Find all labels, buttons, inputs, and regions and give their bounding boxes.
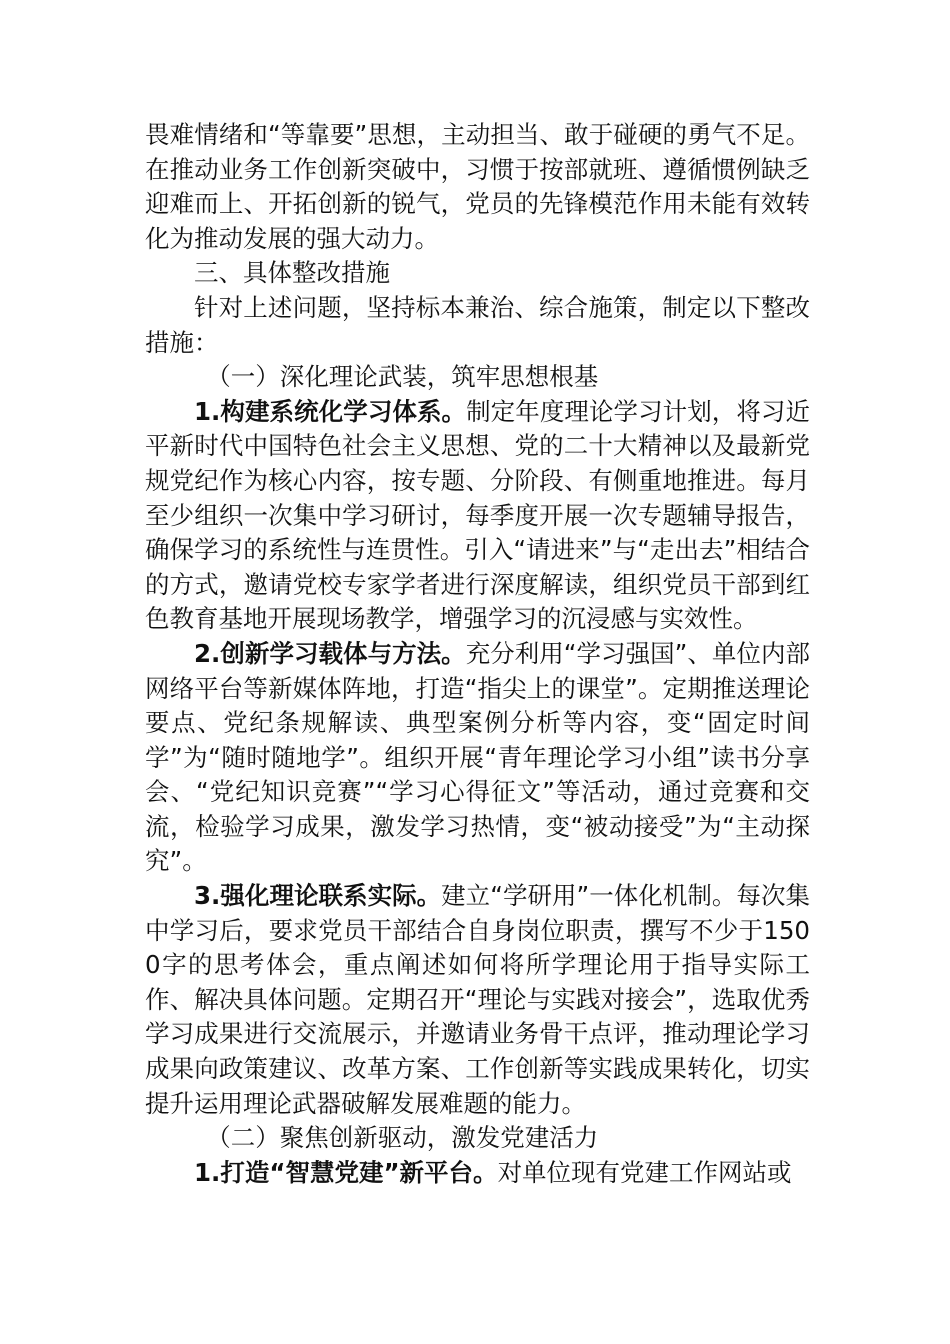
measure-paragraph-4 [145,1156,810,1191]
measure-paragraph-2 [145,637,810,879]
paragraph-continuation: 畏难情绪和“等靠要”思想，主动担当、敢于碰硬的勇气不足。在推动业务工作创新突破中，习惯于按部就班、遵循惯例缺乏迎难而上、开拓创新的锐气，党员的先锋模范作用未能有效转化为推动发展的强大动力。 [145,120,810,253]
measure-paragraph-3 [145,879,810,1121]
measure-title-1: 1.构建系统化学习体系。 [194,396,467,426]
paragraph-intro: 针对上述问题，坚持标本兼治、综合施策，制定以下整改措施： [145,292,810,357]
subsection-heading-2: （二）聚焦创新驱动，激发党建活力 [206,1123,599,1153]
document-body [145,118,810,1190]
measure-body-1: 制定年度理论学习计划，将习近平新时代中国特色社会主义思想、党的二十大精神以及最新党规党纪作为核心内容，按专题、分阶段、有侧重地推进。每月至少组织一次集中学习研讨，每季度开展一次专题辅导报告，确保学习的系统性与连贯性。引入“请进来”与“走出去”相结合的方式，邀请党校专家学者进行深度解读，组织党员干部到红色教育基地开展现场教学，增强学习的沉浸感与实效性。 [145,396,810,634]
subsection-heading-1: （一）深化理论武装，筑牢思想根基 [206,362,599,392]
measure-body-2: 充分利用“学习强国”、单位内部网络平台等新媒体阵地，打造“指尖上的课堂”。定期推送理论要点、党纪条规解读、典型案例分析等内容，变“固定时间学”为“随时随地学”。组织开展“青年理论学习小组”读书分享会、“党纪知识竞赛”“学习心得征文”等活动，通过竞赛和交流，检验学习成果，激发学习热情，变“被动接受”为“主动探究”。 [145,638,810,876]
measure-title-4: 1.打造“智慧党建”新平台。 [194,1157,498,1187]
measure-title-3: 3.强化理论联系实际。 [194,881,442,911]
measure-body-3: 建立“学研用”一体化机制。每次集中学习后，要求党员干部结合自身岗位职责，撰写不少于1500字的思考体会，重点阐述如何将所学理论用于指导实际工作、解决具体问题。定期召开“理论与实践对接会”，选取优秀学习成果进行交流展示，并邀请业务骨干点评，推动理论学习成果向政策建议、改革方案、工作创新等实践成果转化，切实提升运用理论武器破解发展难题的能力。 [145,881,810,1118]
measure-title-2: 2.创新学习载体与方法。 [194,638,466,668]
section-heading-three: 三、具体整改措施 [194,258,390,288]
measure-paragraph-1 [145,395,810,637]
measure-body-4: 对单位现有党建工作网站或 [497,1157,792,1187]
